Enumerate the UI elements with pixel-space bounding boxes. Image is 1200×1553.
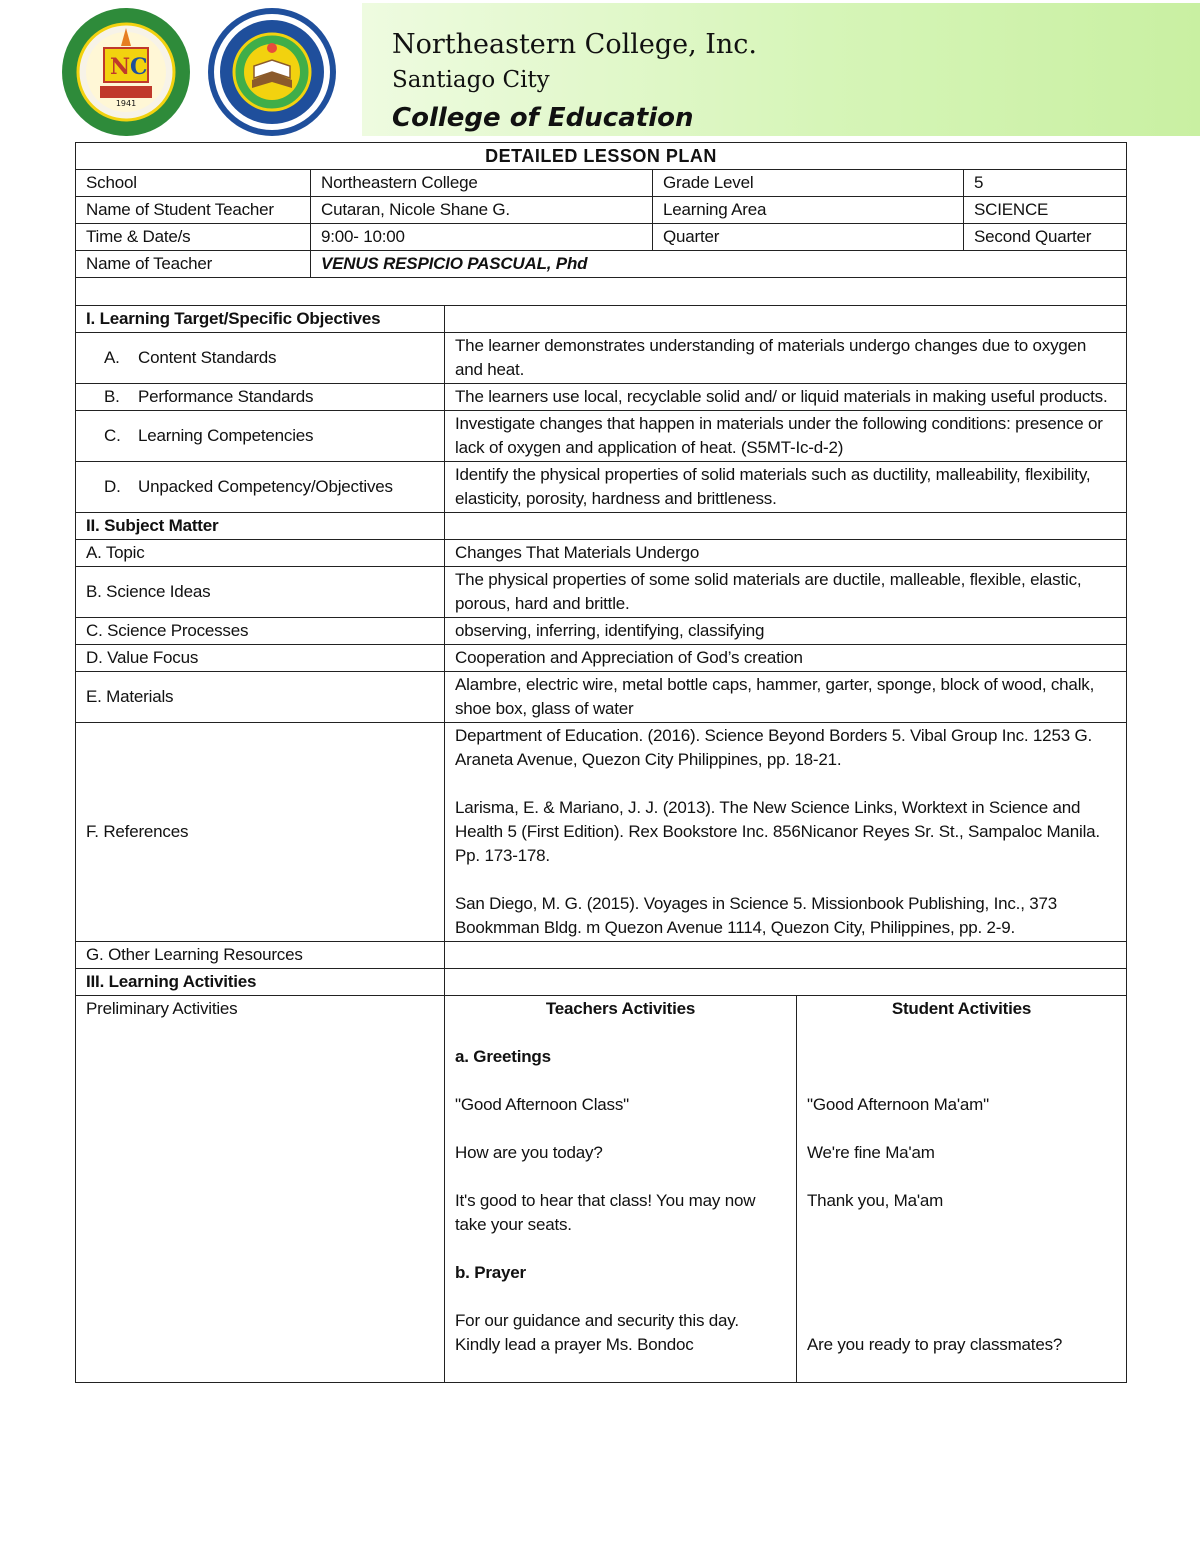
- teacher-value: VENUS RESPICIO PASCUAL, Phd: [311, 251, 1127, 278]
- student-teacher-label: Name of Student Teacher: [76, 197, 311, 224]
- table-row: [76, 645, 1127, 672]
- prayer-heading: b. Prayer: [455, 1263, 526, 1282]
- table-row: [76, 251, 1127, 278]
- reference-item: Department of Education. (2016). Science Beyond Borders 5. Vibal Group Inc. 1253 G. Araneta Avenue, Quezon City Philippines, pp. 18-21.: [455, 726, 1093, 769]
- teacher-prayer: For our guidance and security this day. Kindly lead a prayer Ms. Bondoc: [455, 1311, 739, 1354]
- lesson-plan-table: [75, 142, 1127, 1383]
- student-activities-heading: Student Activities: [891, 999, 1032, 1018]
- other-resources-label: G. Other Learning Resources: [76, 942, 445, 969]
- college-banner: [362, 3, 1200, 136]
- references-label: F. References: [76, 723, 445, 942]
- time-value: 9:00- 10:00: [311, 224, 653, 251]
- item-label: Unpacked Competency/Objectives: [138, 477, 393, 496]
- blank-row: [76, 278, 1127, 306]
- teacher-greeting: "Good Afternoon Class": [455, 1095, 629, 1114]
- subject-matter-heading: II. Subject Matter: [76, 513, 445, 540]
- performance-standards-label: [76, 384, 445, 411]
- unpacked-competency-label: [76, 462, 445, 513]
- learning-competencies-text: Investigate changes that happen in materials under the following conditions: presence or lack of oxygen and application of heat. (S5MT-Ic-d-2): [445, 411, 1127, 462]
- science-ideas-value: The physical properties of some solid materials are ductile, malleable, flexible, elastic, porous, hard and brittle.: [445, 567, 1127, 618]
- svg-text:1941: 1941: [115, 99, 137, 108]
- science-ideas-label: B. Science Ideas: [76, 567, 445, 618]
- table-row: [76, 143, 1127, 170]
- student-thank-you: Thank you, Ma'am: [807, 1191, 944, 1210]
- content-standards-label: [76, 333, 445, 384]
- materials-value: Alambre, electric wire, metal bottle caps, hammer, garter, sponge, block of wood, chalk, shoe box, glass of water: [445, 672, 1127, 723]
- item-letter: B.: [104, 387, 120, 406]
- table-row: [76, 306, 1127, 333]
- learning-area-value: SCIENCE: [964, 197, 1127, 224]
- table-row: [76, 513, 1127, 540]
- learning-area-label: Learning Area: [653, 197, 964, 224]
- student-teacher-value: Cutaran, Nicole Shane G.: [311, 197, 653, 224]
- table-row: [76, 384, 1127, 411]
- table-row: [76, 170, 1127, 197]
- college-of-education-seal-logo: [202, 6, 342, 138]
- preliminary-activities-label: Preliminary Activities: [76, 996, 445, 1383]
- table-row: [76, 672, 1127, 723]
- teacher-activities-cell: [445, 996, 797, 1383]
- unpacked-competency-text: Identify the physical properties of solid materials such as ductility, malleability, flexibility, elasticity, porosity, hardness and brittleness.: [445, 462, 1127, 513]
- time-label: Time & Date/s: [76, 224, 311, 251]
- school-label: School: [76, 170, 311, 197]
- item-letter: A.: [104, 348, 120, 367]
- item-label: Content Standards: [138, 348, 277, 367]
- table-row: [76, 224, 1127, 251]
- table-row: [76, 618, 1127, 645]
- table-row: [76, 333, 1127, 384]
- table-row: [76, 723, 1127, 942]
- quarter-value: Second Quarter: [964, 224, 1127, 251]
- grade-label: Grade Level: [653, 170, 964, 197]
- page-header: [0, 0, 1200, 140]
- content-standards-text: The learner demonstrates understanding of materials undergo changes due to oxygen and heat.: [445, 333, 1127, 384]
- learning-activities-heading: III. Learning Activities: [76, 969, 445, 996]
- table-row: [76, 278, 1127, 306]
- quarter-label: Quarter: [653, 224, 964, 251]
- table-row: [76, 411, 1127, 462]
- item-label: Performance Standards: [138, 387, 314, 406]
- student-greeting: "Good Afternoon Ma'am": [807, 1095, 989, 1114]
- value-focus-label: D. Value Focus: [76, 645, 445, 672]
- learning-competencies-label: [76, 411, 445, 462]
- school-value: Northeastern College: [311, 170, 653, 197]
- student-prayer: Are you ready to pray classmates?: [807, 1335, 1063, 1354]
- other-resources-value: [445, 942, 1127, 969]
- materials-label: E. Materials: [76, 672, 445, 723]
- table-row: [76, 197, 1127, 224]
- science-processes-label: C. Science Processes: [76, 618, 445, 645]
- objectives-heading: I. Learning Target/Specific Objectives: [76, 306, 445, 333]
- item-letter: D.: [104, 477, 121, 496]
- table-row: [76, 942, 1127, 969]
- item-label: Learning Competencies: [138, 426, 314, 445]
- teacher-label: Name of Teacher: [76, 251, 311, 278]
- table-row: [76, 969, 1127, 996]
- teacher-take-seats: It's good to hear that class! You may now take your seats.: [455, 1191, 756, 1234]
- college-department: College of Education: [392, 103, 694, 133]
- greetings-heading: a. Greetings: [455, 1047, 551, 1066]
- college-name: Northeastern College, Inc.: [392, 29, 758, 60]
- science-processes-value: observing, inferring, identifying, classifying: [445, 618, 1127, 645]
- reference-item: San Diego, M. G. (2015). Voyages in Science 5. Missionbook Publishing, Inc., 373 Bookmman Bldg. m Quezon Avenue 1114, Quezon City, Philippines, pp. 2-9.: [455, 894, 1058, 937]
- learning-activities-heading-blank: [445, 969, 1127, 996]
- student-activities-cell: [797, 996, 1127, 1383]
- student-how-are-you: We're fine Ma'am: [807, 1143, 935, 1162]
- table-row: [76, 996, 1127, 1383]
- subject-matter-heading-blank: [445, 513, 1127, 540]
- item-letter: C.: [104, 426, 121, 445]
- objectives-heading-blank: [445, 306, 1127, 333]
- plan-title: DETAILED LESSON PLAN: [76, 143, 1127, 170]
- table-row: [76, 462, 1127, 513]
- svg-text:N: N: [110, 54, 131, 80]
- reference-item: Larisma, E. & Mariano, J. J. (2013). The New Science Links, Worktext in Science and Health 5 (First Edition). Rex Bookstore Inc. 856Nicanor Reyes Sr. St., Sampaloc Manila. Pp. 173-178.: [455, 798, 1100, 865]
- references-value: [445, 723, 1127, 942]
- teacher-how-are-you: How are you today?: [455, 1143, 603, 1162]
- grade-value: 5: [964, 170, 1127, 197]
- teacher-activities-heading: Teachers Activities: [545, 999, 696, 1018]
- performance-standards-text: The learners use local, recyclable solid and/ or liquid materials in making useful products.: [445, 384, 1127, 411]
- svg-text:C: C: [130, 54, 148, 80]
- table-row: [76, 540, 1127, 567]
- topic-label: A. Topic: [76, 540, 445, 567]
- northeastern-college-seal-logo: [58, 6, 194, 138]
- value-focus-value: Cooperation and Appreciation of God’s creation: [445, 645, 1127, 672]
- topic-value: Changes That Materials Undergo: [445, 540, 1127, 567]
- table-row: [76, 567, 1127, 618]
- college-city: Santiago City: [392, 67, 550, 93]
